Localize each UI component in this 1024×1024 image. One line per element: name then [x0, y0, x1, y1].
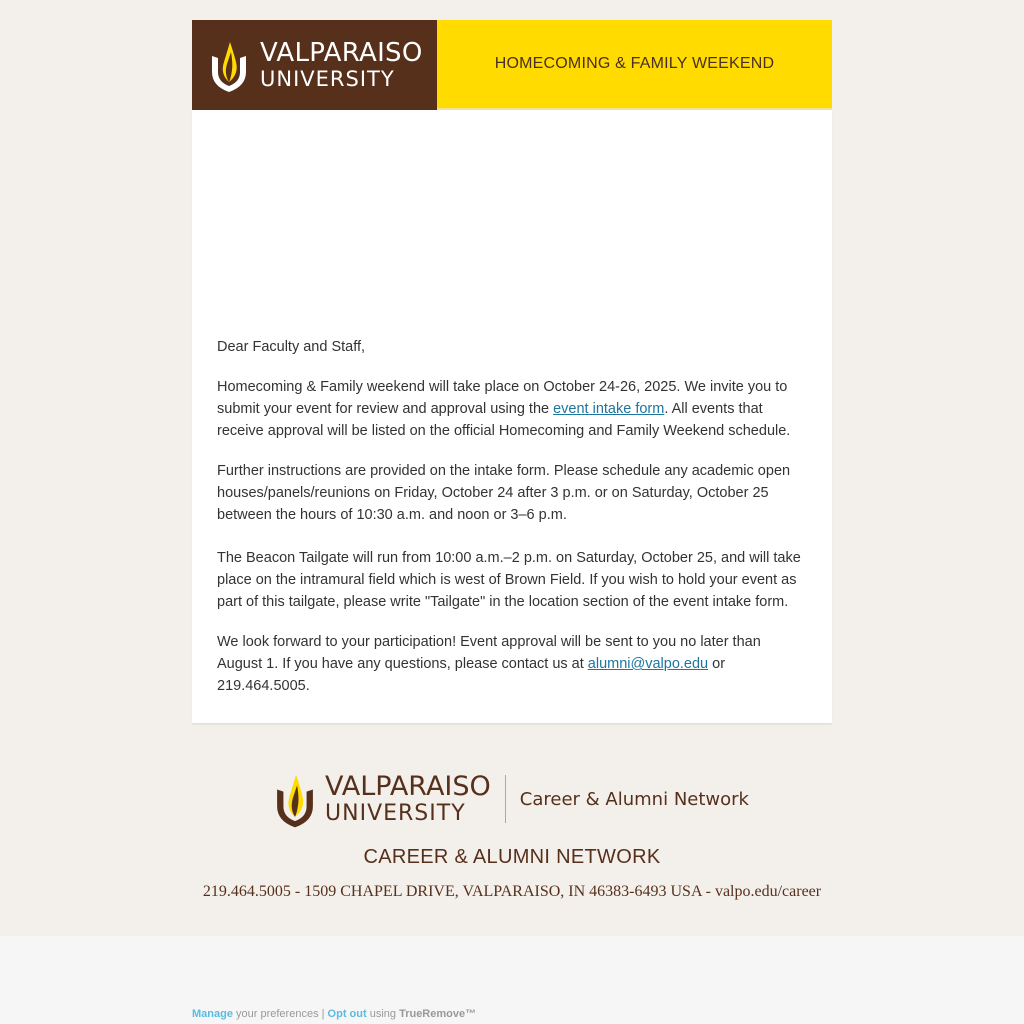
logo-divider [505, 775, 506, 823]
greeting: Dear Faculty and Staff, [217, 339, 366, 355]
email-header [192, 20, 832, 110]
paragraph-1 [217, 376, 807, 442]
paragraph-1-text-b: . All events that receive approval will be listed on the official Homecoming and Family Weekend schedule. [217, 401, 791, 439]
manage-preferences-link[interactable]: Manage [192, 1008, 233, 1020]
footer-logo-line2: UNIVERSITY [325, 801, 466, 826]
email-body [192, 110, 832, 723]
event-intake-form-link[interactable]: event intake form [553, 401, 665, 417]
footer-network-label: Career & Alumni Network [519, 788, 749, 810]
logo-line1: VALPARAISO [260, 38, 423, 68]
trueremove-label: TrueRemove™ [399, 1008, 477, 1020]
prefs-text-1: your preferences | [232, 1008, 328, 1020]
paragraph-4-text-b: or 219.464.5005. [217, 656, 726, 694]
logo-line2: UNIVERSITY [260, 67, 395, 91]
footer-logo [0, 770, 1024, 828]
footer-logo-line1: VALPARAISO [325, 771, 491, 802]
paragraph-3: The Beacon Tailgate will run from 10:00 a.m.–2 p.m. on Saturday, October 25, and will take place on the intramural field which is west of Brown Field. If you wish to hold your event as part of this tailgate, please write "Tailgate" in the location section of the event intake form. [217, 550, 801, 610]
alumni-email-link[interactable]: alumni@valpo.edu [587, 656, 709, 672]
paragraph-1-text-a: Homecoming & Family weekend will take place on October 24-26, 2025. We invite you to submit your event for review and approval using the [217, 379, 788, 417]
paragraph-4-text-a: We look forward to your participation! Event approval will be sent to you no later than August 1. If you have any questions, please contact us at [217, 634, 761, 672]
paragraph-2: Further instructions are provided on the intake form. Please schedule any academic open houses/panels/reunions on Friday, October 24 after 3 p.m. or on Saturday, October 25 between the hours of 10:30 a.m. and noon or 3–6 p.m. [217, 463, 791, 523]
email-footer [0, 770, 1024, 901]
preferences-bar [0, 936, 1024, 1024]
banner-title: HOMECOMING & FAMILY WEEKEND [437, 20, 832, 110]
footer-org-name: CAREER & ALUMNI NETWORK [363, 846, 661, 868]
footer-address: 219.464.5005 - 1509 CHAPEL DRIVE, VALPARAISO, IN 46383-6493 USA - valpo.edu/career [202, 883, 822, 900]
image-placeholder [217, 110, 807, 336]
email-container [192, 20, 832, 723]
valpo-logo [192, 20, 437, 110]
torch-shield-icon [275, 770, 315, 828]
prefs-text-2: using [366, 1008, 400, 1020]
preferences-line [192, 1008, 476, 1020]
torch-shield-icon [210, 38, 248, 92]
opt-out-link[interactable]: Opt out [327, 1008, 367, 1020]
paragraph-4 [217, 631, 807, 697]
